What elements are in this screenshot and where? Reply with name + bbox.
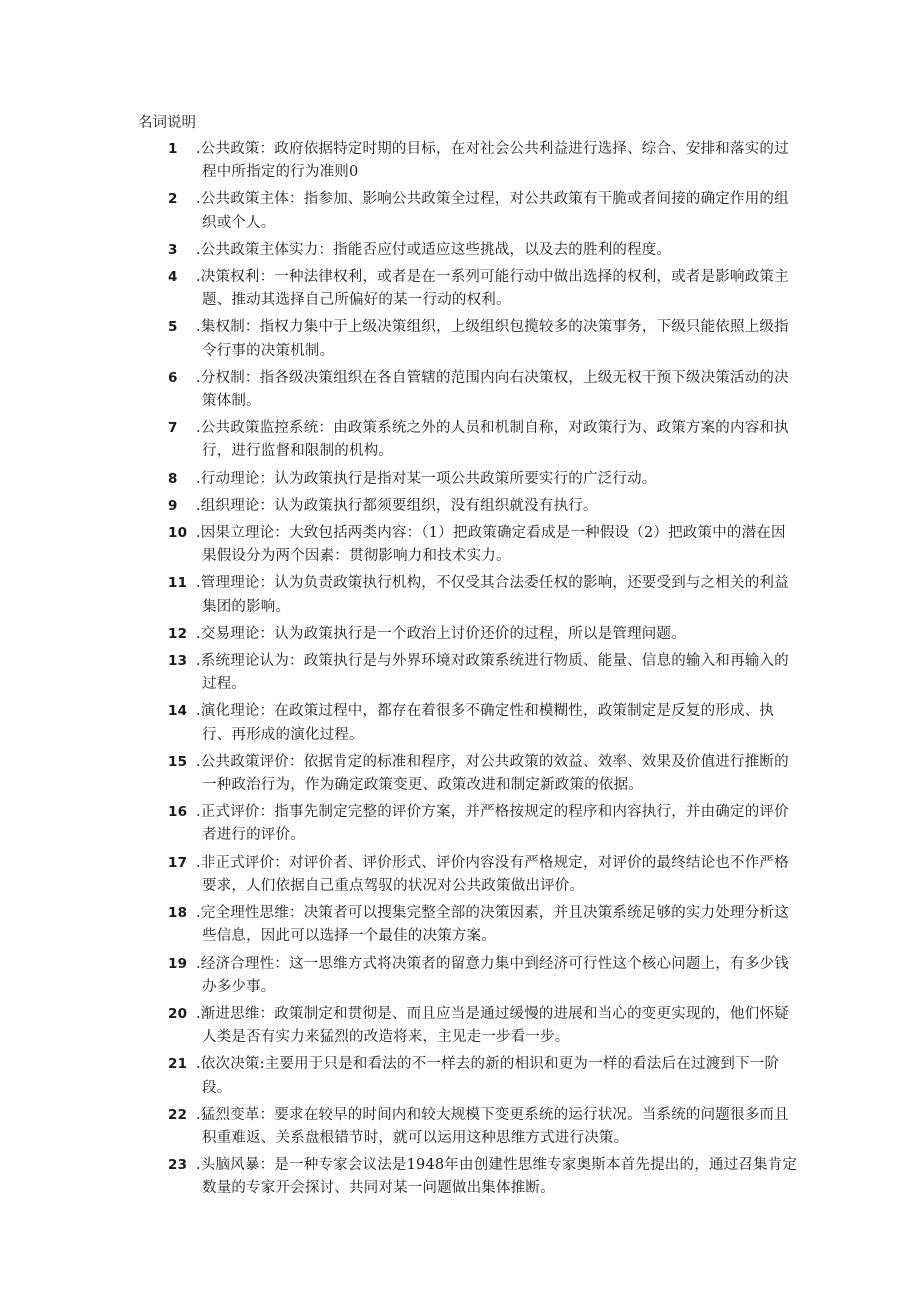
term-number: 19 — [168, 955, 188, 972]
term-item — [138, 572, 798, 618]
term-item — [138, 700, 798, 746]
term-item — [138, 138, 798, 184]
term-number: 13 — [168, 653, 188, 670]
term-number: 14 — [168, 703, 188, 720]
term-item — [138, 316, 798, 362]
term-item — [138, 801, 798, 847]
term-item — [138, 417, 798, 463]
term-item — [138, 468, 798, 491]
term-number: 18 — [168, 905, 188, 922]
term-item — [138, 751, 798, 797]
term-definition: .依次决策:主要用于只是和看法的不一样去的新的相识和更为一样的看法后在过渡到下一阶段。 — [196, 1056, 780, 1096]
term-number: 6 — [168, 369, 178, 386]
term-definition: .管理理论：认为负责政策执行机构，不仅受其合法委任权的影响，还要受到与之相关的利益集团的影响。 — [196, 575, 789, 615]
term-definition: .行动理论：认为政策执行是指对某一项公共政策所要实行的广泛行动。 — [196, 470, 657, 487]
term-number: 20 — [168, 1005, 188, 1022]
term-number: 9 — [168, 497, 178, 514]
term-definition: .公共政策评价：依据肯定的标准和程序，对公共政策的效益、效率、效果及价值进行推断的一种政治行为，作为确定政策变更、政策改进和制定新政策的依据。 — [196, 753, 789, 794]
term-number: 4 — [168, 269, 178, 286]
term-definition: .完全理性思维：决策者可以搜集完整全部的决策因素，并且决策系统足够的实力处理分析这些信息，因此可以选择一个最佳的决策方案。 — [196, 905, 789, 945]
term-number: 11 — [168, 575, 188, 592]
term-number: 16 — [168, 804, 188, 821]
term-definition: .经济合理性：这一思维方式将决策者的留意力集中到经济可行性这个核心问题上，有多少钱办多少事。 — [196, 955, 789, 995]
term-item — [138, 367, 798, 413]
term-item — [138, 495, 798, 518]
term-number: 12 — [168, 625, 188, 642]
term-definition: .交易理论：认为政策执行是一个政治上讨价还价的过程，所以是管理问题。 — [196, 625, 686, 642]
term-definition: .正式评价：指事先制定完整的评价方案，并严格按规定的程序和内容执行，并由确定的评价者进行的评价。 — [196, 804, 789, 844]
term-number: 8 — [168, 470, 178, 487]
term-item — [138, 852, 798, 898]
term-definition: .组织理论：认为政策执行都须要组织，没有组织就没有执行。 — [196, 497, 598, 514]
term-item — [138, 650, 798, 696]
term-item — [138, 1053, 798, 1099]
term-list — [138, 138, 798, 1205]
term-definition: .猛烈变革：要求在较早的时间内和较大规模下变更系统的运行状况。当系统的问题很多而且积重难返、关系盘根错节时，就可以运用这种思维方式进行决策。 — [196, 1106, 789, 1146]
term-item — [138, 1104, 798, 1150]
term-number: 15 — [168, 753, 188, 770]
term-definition: .头脑风暴：是一种专家会议法是1948年由创建性思维专家奥斯本首先提出的，通过召集肯定数量的专家开会探讨、共同对某一问题做出集体推断。 — [196, 1157, 798, 1197]
term-item — [138, 188, 798, 234]
term-item — [138, 522, 798, 568]
term-number: 7 — [168, 420, 178, 437]
term-definition: .非正式评价：对评价者、评价形式、评价内容没有严格规定，对评价的最终结论也不作严格要求，人们依据自己重点驾驭的状况对公共政策做出评价。 — [196, 854, 789, 894]
term-definition: .公共政策主体：指参加、影响公共政策全过程，对公共政策有干脆或者间接的确定作用的组织或个人。 — [196, 191, 789, 231]
term-item — [138, 239, 798, 262]
term-item — [138, 953, 798, 999]
term-number: 1 — [168, 141, 178, 157]
term-definition: .公共政策主体实力：指能否应付或适应这些挑战，以及去的胜利的程度。 — [196, 241, 672, 258]
term-definition: .分权制：指各级决策组织在各自管辖的范围内向右决策权，上级无权干预下级决策活动的决策体制。 — [196, 369, 789, 410]
term-definition: .因果立理论：大致包括两类内容：（1）把政策确定看成是一种假设（2）把政策中的潜在因果假设分为两个因素：贯彻影响力和技术实力。 — [196, 525, 786, 565]
term-item — [138, 902, 798, 948]
document-title: 名词说明 — [138, 115, 196, 131]
term-definition: .演化理论：在政策过程中，都存在着很多不确定性和模糊性，政策制定是反复的形成、执行、再形成的演化过程。 — [196, 703, 775, 743]
term-definition: .决策权利：一种法律权利，或者是在一系列可能行动中做出选择的权利，或者是影响政策主题、推动其选择自己所偏好的某一行动的权利。 — [196, 269, 789, 309]
term-number: 3 — [168, 241, 178, 258]
term-definition: .公共政策：政府依据特定时期的目标，在对社会公共利益进行选择、综合、安排和落实的过程中所指定的行为准则0 — [196, 141, 789, 181]
term-number: 22 — [168, 1106, 188, 1123]
term-item — [138, 623, 798, 646]
term-item — [138, 266, 798, 312]
term-item — [138, 1003, 798, 1049]
term-definition: .集权制：指权力集中于上级决策组织，上级组织包揽较多的决策事务，下级只能依照上级指令行事的决策机制。 — [196, 319, 789, 359]
term-item — [138, 1154, 798, 1200]
term-number: 17 — [168, 854, 188, 871]
term-number: 5 — [168, 319, 178, 336]
term-number: 21 — [168, 1056, 188, 1073]
term-definition: .公共政策监控系统：由政策系统之外的人员和机制自称，对政策行为、政策方案的内容和执行，进行监督和限制的机构。 — [196, 420, 789, 460]
term-number: 2 — [168, 191, 178, 208]
term-definition: .渐进思维：政策制定和贯彻是、而且应当是通过缓慢的进展和当心的变更实现的，他们怀疑人类是否有实力来猛烈的改造将来，主见走一步看一步。 — [196, 1005, 789, 1046]
term-number: 10 — [168, 525, 188, 542]
term-number: 23 — [168, 1157, 188, 1174]
term-definition: .系统理论认为：政策执行是与外界环境对政策系统进行物质、能量、信息的输入和再输入的过程。 — [196, 653, 789, 693]
